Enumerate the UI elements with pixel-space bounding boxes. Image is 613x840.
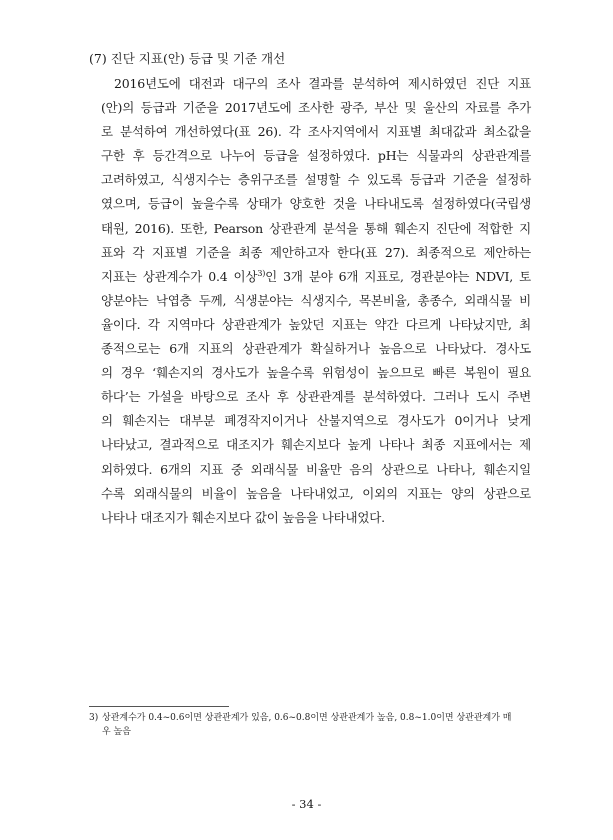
- body-line-9-end: 인 3개 분야 6개 지표로, 경관분야는 NDVI, 토: [265, 268, 531, 284]
- body-line-6: 였으며, 등급이 높을수록 상태가 양호한 것을 나타내도록 설정하였다(국립생: [101, 196, 531, 212]
- footnote-line-2: 우 높음: [102, 727, 131, 737]
- body-line-19: 나타나 대조지가 훼손지보다 값이 높음을 나타내었다.: [101, 509, 385, 525]
- section-heading: (7) 진단 지표(안) 등급 및 기준 개선: [89, 51, 286, 66]
- body-line-4: 구한 후 등간격으로 나누어 등급을 설정하였다. pH는 식물과의 상관관계를: [101, 148, 531, 164]
- body-line-17: 외하였다. 6개의 지표 중 외래식물 비율만 음의 상관으로 나타나, 훼손지일: [101, 461, 531, 477]
- footnote-number: 3): [89, 713, 99, 723]
- body-line-1: 2016년도에 대전과 대구의 조사 결과를 분석하여 제시하였던 진단 지표: [114, 76, 531, 91]
- body-line-8: 표와 각 지표별 기준을 최종 제안하고자 한다(표 27). 최종적으로 제안하는: [101, 244, 531, 260]
- footnote-divider: [89, 706, 229, 707]
- body-paragraph: [101, 72, 531, 530]
- body-line-14: 하다’는 가설을 바탕으로 조사 후 상관관계를 분석하였다. 그러나 도시 주변: [101, 389, 531, 405]
- body-line-2: (안)의 등급과 기준을 2017년도에 조사한 광주, 부산 및 울산의 자료를 추가: [101, 100, 531, 116]
- body-line-9-start: 지표는 상관계수가 0.4 이상: [101, 268, 258, 284]
- footnote-reference[interactable]: 3): [257, 268, 266, 278]
- body-line-12: 종적으로는 6개 지표의 상관관계가 확실하거나 높음으로 나타났다. 경사도: [101, 341, 531, 357]
- body-line-3: 로 분석하여 개선하였다(표 26). 각 조사지역에서 지표별 최대값과 최소값을: [101, 124, 531, 140]
- body-line-15: 의 훼손지는 대부분 폐경작지이거나 산불지역으로 경사도가 0이거나 낮게: [101, 413, 531, 429]
- footnote: [89, 711, 534, 739]
- body-line-9: [101, 265, 531, 289]
- body-line-18: 수록 외래식물의 비율이 높음을 나타내었고, 이외의 지표는 양의 상관으로: [101, 485, 531, 501]
- body-line-10: 양분야는 낙엽층 두께, 식생분야는 식생지수, 목본비율, 총종수, 외래식물 비: [101, 292, 531, 308]
- body-line-5: 고려하였고, 식생지수는 층위구조를 설명할 수 있도록 등급과 기준을 설정하: [101, 172, 531, 188]
- page-number: - 34 -: [291, 797, 322, 811]
- footnote-line-1: 상관계수가 0.4~0.6이면 상관관계가 있음, 0.6~0.8이면 상관관계가 높음, 0.8~1.0이면 상관관계가 매: [102, 713, 512, 723]
- body-line-16: 나타났고, 결과적으로 대조지가 훼손지보다 높게 나타나 최종 지표에서는 제: [101, 437, 531, 453]
- body-line-7: 태원, 2016). 또한, Pearson 상관관계 분석을 통해 훼손지 진단에 적합한 지: [101, 220, 531, 236]
- body-line-11: 율이다. 각 지역마다 상관관계가 높았던 지표는 약간 다르게 나타났지만, 최: [101, 316, 531, 332]
- body-line-13: 의 경우 ‘훼손지의 경사도가 높을수록 위험성이 높으므로 빠른 복원이 필요: [101, 365, 531, 381]
